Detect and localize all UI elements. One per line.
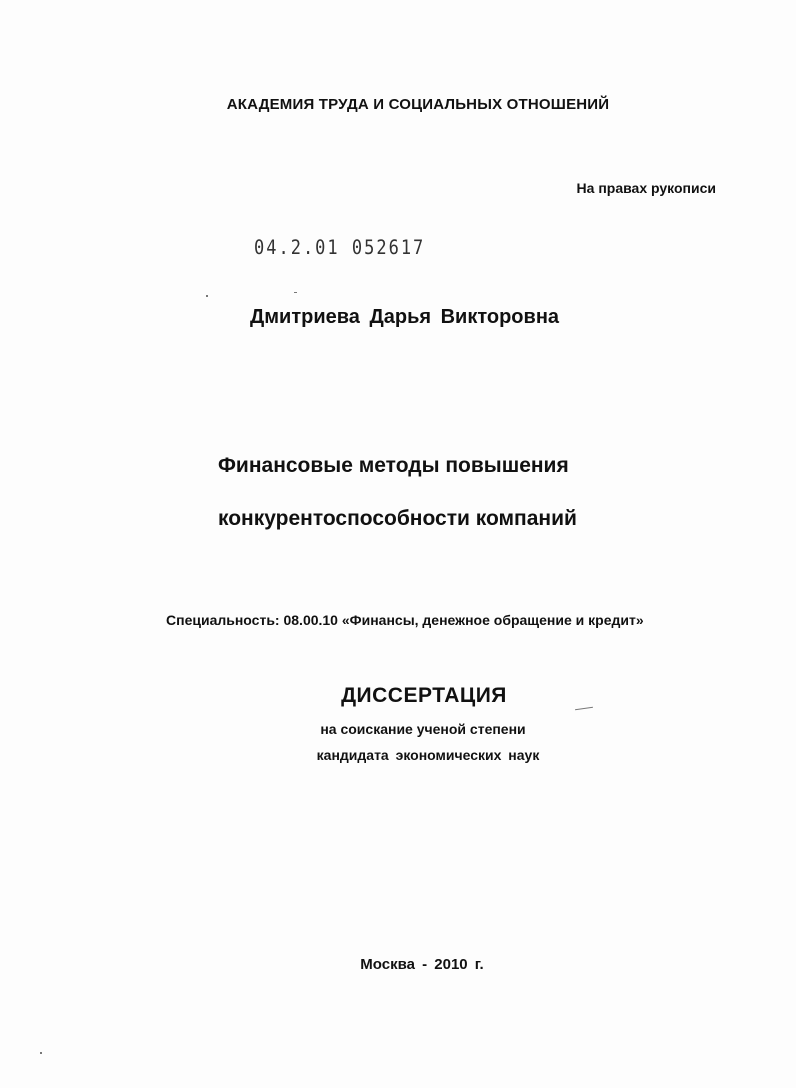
specialty-line: Специальность: 08.00.10 «Финансы, денежное обращение и кредит» [166, 612, 644, 628]
rights-note: На правах рукописи [576, 180, 716, 196]
city-year: Москва - 2010 г. [360, 956, 484, 973]
degree-line-1: на соискание ученой степени [320, 721, 526, 737]
institution-heading: АКАДЕМИЯ ТРУДА И СОЦИАЛЬНЫХ ОТНОШЕНИЙ [226, 96, 610, 113]
title-line-1: Финансовые методы повышения [218, 454, 569, 477]
scan-speck [40, 1052, 42, 1054]
author-name: Дмитриева Дарья Викторовна [250, 306, 560, 328]
stamp-number: 04.2.01 052617 [254, 236, 426, 260]
title-line-2: конкурентоспособности компаний [218, 507, 577, 530]
scan-speck [294, 292, 297, 293]
degree-line-2: кандидата экономических наук [316, 747, 540, 763]
scan-speck [206, 295, 208, 297]
work-type-heading: ДИССЕРТАЦИЯ [341, 684, 507, 707]
